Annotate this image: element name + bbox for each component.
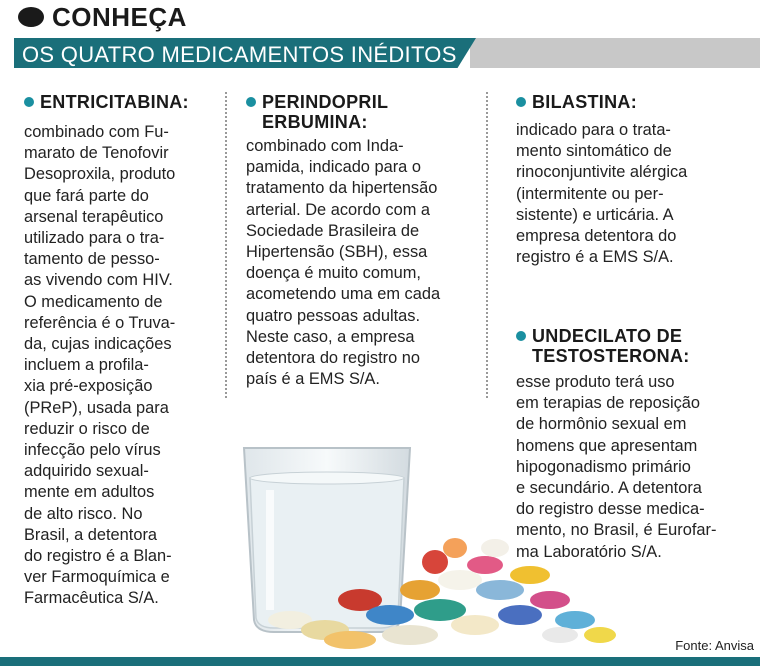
description-line: pamida, indicado para o (246, 158, 421, 177)
drug-bilastina (516, 92, 752, 268)
description-line: Farmacêutica S/A. (24, 589, 159, 608)
glass-icon (244, 448, 410, 632)
drug-name: BILASTINA: (532, 92, 637, 112)
banner-extension (470, 38, 760, 68)
description-line: Hipertensão (SBH), essa (246, 243, 428, 262)
description-line: Desoproxila, produto (24, 165, 176, 184)
description-line: acometendo uma em cada (246, 285, 441, 304)
description-line: da, cujas indicações (24, 335, 172, 354)
description-line: Sociedade Brasileira de (246, 221, 420, 240)
description-line: referência é o Truva- (24, 313, 176, 332)
drug-name: ENTRICITABINA: (40, 92, 189, 112)
description-line: O medicamento de (24, 292, 163, 311)
drug-entricitabina (24, 92, 220, 610)
description-line: arterial. De acordo com a (246, 200, 431, 219)
description-line: mente em adultos (24, 483, 155, 502)
description-line: país é a EMS S/A. (246, 370, 380, 389)
description-line: (intermitente ou per- (516, 184, 664, 203)
description-line: ma Laboratório S/A. (516, 542, 662, 561)
description-line: sistente) e urticária. A (516, 205, 674, 224)
title-bullet-icon (18, 7, 44, 27)
description-line: doença é muito comum, (246, 264, 421, 283)
description-line: xia pré-exposição (24, 377, 153, 396)
title-text: CONHEÇA (52, 1, 187, 32)
description-line: do registro desse medica- (516, 500, 705, 519)
description-line: empresa detentora do (516, 227, 677, 246)
description-line: de alto risco. No (24, 504, 143, 523)
description-line: mento sintomático de (516, 142, 672, 161)
description-line: incluem a profila- (24, 356, 149, 375)
description-line: do registro é a Blan- (24, 547, 172, 566)
drug-name: PERINDOPRIL ERBUMINA: (262, 92, 389, 132)
drug-description (24, 122, 220, 610)
drug-heading (24, 92, 220, 112)
page-title (18, 2, 187, 32)
drug-perindopril (246, 92, 481, 390)
description-line: ver Farmoquímica e (24, 568, 170, 587)
description-line: hipogonadismo primário (516, 457, 691, 476)
description-line: combinado com Inda- (246, 137, 404, 155)
subtitle-text: OS QUATRO MEDICAMENTOS INÉDITOS (22, 42, 457, 67)
description-line: infecção pelo vírus (24, 441, 161, 460)
description-line: detentora do registro no (246, 349, 421, 368)
description-line: mento, no Brasil, é Eurofar- (516, 521, 717, 540)
description-line: que fará parte do (24, 186, 149, 205)
description-line: em terapias de reposição (516, 394, 701, 413)
description-line: rinoconjuntivite alérgica (516, 163, 688, 182)
description-line: tamento de pesso- (24, 250, 160, 269)
bullet-icon (516, 97, 526, 107)
drug-description (246, 136, 481, 390)
description-line: combinado com Fu- (24, 123, 169, 141)
description-line: quatro pessoas adultas. (246, 306, 421, 325)
glass-and-pills-illustration (230, 430, 630, 660)
description-line: indicado para o trata- (516, 121, 671, 139)
description-line: esse produto terá uso (516, 373, 675, 391)
description-line: reduzir o risco de (24, 419, 150, 438)
column-divider-1 (225, 92, 227, 398)
bullet-icon (516, 331, 526, 341)
description-line: adquirido sexual- (24, 462, 149, 481)
description-line: homens que apresentam (516, 436, 698, 455)
drug-heading (516, 326, 752, 366)
drug-heading (516, 92, 752, 112)
description-line: Neste caso, a empresa (246, 327, 415, 346)
bullet-icon (24, 97, 34, 107)
description-line: de hormônio sexual em (516, 415, 687, 434)
source-credit: Fonte: Anvisa (675, 638, 754, 653)
description-line: utilizado para o tra- (24, 229, 165, 248)
description-line: e secundário. A detentora (516, 479, 702, 498)
description-line: marato de Tenofovir (24, 144, 169, 163)
drug-name: UNDECILATO DE TESTOSTERONA: (532, 326, 690, 366)
description-line: arsenal terapêutico (24, 207, 164, 226)
bullet-icon (246, 97, 256, 107)
drug-description (516, 120, 752, 268)
description-line: (PReP), usada para (24, 398, 169, 417)
footer-bar (0, 657, 760, 666)
description-line: as vivendo com HIV. (24, 271, 173, 290)
description-line: Brasil, a detentora (24, 525, 158, 544)
drug-heading (246, 92, 481, 132)
column-divider-2 (486, 92, 488, 398)
description-line: tratamento da hipertensão (246, 179, 438, 198)
description-line: registro é a EMS S/A. (516, 248, 674, 267)
